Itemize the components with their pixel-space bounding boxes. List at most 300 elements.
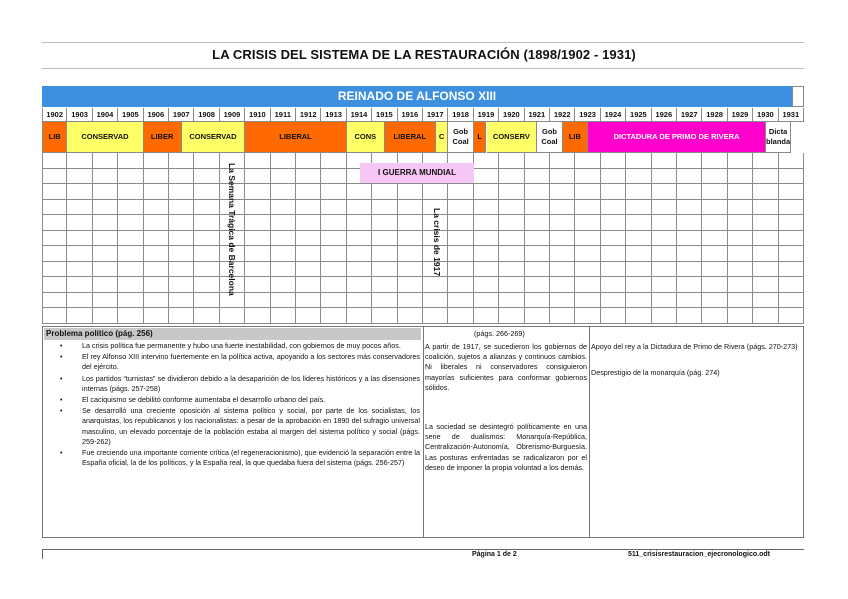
semana-tragica-label: La Semana Trágica de Barcelona: [227, 163, 237, 296]
grid-cell: [677, 293, 702, 309]
grid-cell: [347, 277, 372, 293]
government-cell: CONSERV: [487, 122, 538, 153]
grid-cell: [626, 215, 651, 231]
grid-cell: [728, 231, 753, 247]
grid-cell: [42, 200, 67, 216]
grid-cell: [321, 200, 346, 216]
grid-cell: [423, 293, 448, 309]
grid-cell: [169, 153, 194, 169]
grid-cell: [728, 277, 753, 293]
grid-cell: [194, 184, 219, 200]
government-cell: CONS: [347, 122, 385, 153]
grid-cell: [398, 293, 423, 309]
grid-cell: [525, 184, 550, 200]
grid-cell: [474, 184, 499, 200]
grid-cell: [652, 277, 677, 293]
grid-cell: [347, 184, 372, 200]
grid-cell: [169, 200, 194, 216]
grid-cell: [448, 277, 473, 293]
grid-cell: [601, 153, 626, 169]
grid-cell: [448, 293, 473, 309]
grid-cell: [372, 308, 397, 324]
year-cell: 1914: [347, 108, 372, 122]
grid-cell: [42, 246, 67, 262]
grid-cell: [499, 262, 524, 278]
grid-cell: [753, 153, 778, 169]
grid-cell: [652, 246, 677, 262]
grid-cell: [144, 262, 169, 278]
grid-cell: [67, 169, 92, 185]
year-cell: 1912: [296, 108, 321, 122]
grid-cell: [677, 231, 702, 247]
grid-cell: [728, 169, 753, 185]
grid-cell: [321, 293, 346, 309]
grid-cell: [550, 153, 575, 169]
grid-cell: [601, 246, 626, 262]
grid-cell: [448, 308, 473, 324]
grid-cell: [144, 277, 169, 293]
grid-cell: [652, 293, 677, 309]
grid-cell: [372, 246, 397, 262]
grid-cell: [753, 262, 778, 278]
grid-cell: [93, 231, 118, 247]
grid-cell: [93, 184, 118, 200]
grid-cell: [652, 231, 677, 247]
grid-cell: [347, 293, 372, 309]
grid-cell: [144, 246, 169, 262]
grid-cell: [525, 246, 550, 262]
grid-cell: [525, 215, 550, 231]
list-item: • Se desarrolló una creciente oposición al sistema político y social, por parte de los socialistas, los anarquistas, los republicanos y los nacionalistas: a pesar de la aprobación en 1890 del sufragio universal masculino, un elevado porcentaje de la población estaba al margen del sistema político y social (págs. 259-262): [60, 406, 420, 446]
grid-cell: [601, 308, 626, 324]
grid-cell: [728, 153, 753, 169]
grid-cell: [372, 262, 397, 278]
government-cell: LIB: [563, 122, 588, 153]
year-cell: 1920: [499, 108, 524, 122]
grid-cell: [118, 184, 143, 200]
grid-cell: [626, 153, 651, 169]
column-divider: [423, 326, 424, 538]
grid-cell: [652, 200, 677, 216]
grid-cell: [550, 231, 575, 247]
list-item: • El caciquismo se debilitó conforme aumentaba el desarrollo urbano del país.: [60, 395, 326, 405]
grid-cell: [321, 153, 346, 169]
grid-cell: [448, 262, 473, 278]
grid-cell: [144, 153, 169, 169]
grid-cell: [728, 293, 753, 309]
grid-cell: [474, 277, 499, 293]
grid-cell: [753, 169, 778, 185]
grid-cell: [753, 293, 778, 309]
government-cell: LIBERAL: [245, 122, 347, 153]
grid-cell: [779, 262, 804, 278]
grid-cell: [652, 308, 677, 324]
grid-cell: [321, 231, 346, 247]
grid-cell: [499, 246, 524, 262]
grid-cell: [753, 184, 778, 200]
year-cell: 1910: [245, 108, 270, 122]
grid-cell: [550, 308, 575, 324]
grid-cell: [245, 215, 270, 231]
year-cell: 1925: [626, 108, 651, 122]
grid-cell: [245, 200, 270, 216]
grid-cell: [550, 246, 575, 262]
grid-cell: [144, 200, 169, 216]
grid-cell: [753, 200, 778, 216]
grid-cell: [779, 153, 804, 169]
grid-cell: [372, 231, 397, 247]
grid-cell: [296, 293, 321, 309]
grid-cell: [702, 293, 727, 309]
grid-cell: [169, 262, 194, 278]
year-cell: 1919: [474, 108, 499, 122]
grid-cell: [677, 169, 702, 185]
grid-cell: [677, 308, 702, 324]
grid-cell: [169, 277, 194, 293]
grid-cell: [118, 308, 143, 324]
grid-cell: [42, 153, 67, 169]
grid-cell: [271, 308, 296, 324]
grid-cell: [728, 308, 753, 324]
grid-cell: [702, 200, 727, 216]
grid-cell: [575, 184, 600, 200]
grid-cell: [144, 169, 169, 185]
government-cell: CONSERVAD: [67, 122, 143, 153]
grid-cell: [626, 293, 651, 309]
year-cell: 1916: [398, 108, 423, 122]
grid-cell: [601, 169, 626, 185]
column-divider: [589, 326, 590, 538]
footer-tick: [42, 549, 43, 559]
year-cell: 1907: [169, 108, 194, 122]
grid-cell: [525, 293, 550, 309]
grid-cell: [93, 262, 118, 278]
grid-cell: [93, 277, 118, 293]
year-cell: 1921: [525, 108, 550, 122]
government-cell: LIBERAL: [385, 122, 436, 153]
grid-cell: [525, 169, 550, 185]
grid-cell: [169, 169, 194, 185]
grid-cell: [42, 277, 67, 293]
grid-cell: [575, 153, 600, 169]
grid-cell: [321, 262, 346, 278]
grid-cell: [67, 308, 92, 324]
government-cell: CONSERVAD: [182, 122, 246, 153]
grid-cell: [42, 262, 67, 278]
year-cell: 1903: [67, 108, 92, 122]
grid-cell: [271, 215, 296, 231]
grid-cell: [398, 262, 423, 278]
grid-cell: [93, 215, 118, 231]
col2-pages: (págs. 266-269): [474, 329, 525, 338]
grid-cell: [93, 153, 118, 169]
grid-cell: [448, 184, 473, 200]
grid-cell: [448, 215, 473, 231]
grid-cell: [499, 200, 524, 216]
list-item: • La crisis política fue permanente y hubo una fuerte inestabilidad, con gobiernos de muy pocos años.: [60, 341, 401, 350]
year-cell: 1931: [779, 108, 804, 122]
grid-cell: [42, 169, 67, 185]
grid-cell: [525, 200, 550, 216]
page-number: Página 1 de 2: [472, 551, 517, 558]
grid-cell: [245, 293, 270, 309]
grid-cell: [271, 153, 296, 169]
grid-cell: [525, 153, 550, 169]
grid-cell: [245, 184, 270, 200]
grid-cell: [423, 184, 448, 200]
grid-cell: [118, 200, 143, 216]
grid-cell: [118, 293, 143, 309]
grid-cell: [474, 215, 499, 231]
government-cell: Gob Coal: [537, 122, 562, 153]
reign-banner-end: [792, 86, 804, 107]
grid-cell: [550, 184, 575, 200]
grid-cell: [575, 293, 600, 309]
grid-cell: [702, 153, 727, 169]
grid-cell: [271, 231, 296, 247]
grid-cell: [753, 246, 778, 262]
grid-cell: [728, 200, 753, 216]
grid-cell: [321, 184, 346, 200]
grid-cell: [677, 200, 702, 216]
problem-heading: Problema político (pág. 256): [44, 328, 421, 340]
grid-cell: [626, 169, 651, 185]
grid-cell: [728, 184, 753, 200]
grid-cell: [779, 169, 804, 185]
grid-cell: [67, 262, 92, 278]
grid-cell: [347, 246, 372, 262]
title-rule: [42, 68, 804, 69]
grid-cell: [702, 215, 727, 231]
grid-cell: [626, 277, 651, 293]
grid-cell: [550, 169, 575, 185]
grid-cell: [271, 246, 296, 262]
grid-cell: [67, 153, 92, 169]
grid-cell: [372, 215, 397, 231]
government-cell: Gob Coal: [448, 122, 473, 153]
grid-cell: [550, 262, 575, 278]
grid-cell: [194, 200, 219, 216]
col3-line2: Desprestigio de la monarquía (pág. 274): [591, 368, 720, 377]
grid-cell: [67, 246, 92, 262]
grid-cell: [245, 169, 270, 185]
grid-cell: [728, 215, 753, 231]
grid-cell: [474, 308, 499, 324]
grid-cell: [499, 153, 524, 169]
grid-cell: [296, 231, 321, 247]
grid-cell: [67, 215, 92, 231]
grid-cell: [779, 293, 804, 309]
year-cell: 1928: [702, 108, 727, 122]
grid-cell: [93, 308, 118, 324]
grid-cell: [702, 169, 727, 185]
grid-cell: [245, 308, 270, 324]
grid-cell: [118, 153, 143, 169]
grid-cell: [67, 200, 92, 216]
grid-cell: [194, 308, 219, 324]
grid-cell: [550, 277, 575, 293]
grid-cell: [194, 293, 219, 309]
grid-cell: [118, 277, 143, 293]
grid-cell: [398, 277, 423, 293]
grid-cell: [93, 246, 118, 262]
grid-cell: [601, 231, 626, 247]
grid-cell: [575, 262, 600, 278]
grid-cell: [702, 231, 727, 247]
timeline-grid: [42, 108, 804, 324]
list-item: • El rey Alfonso XIII intervino fuertemente en la política activa, apoyando a los sectores más conservadores del ejército.: [60, 352, 420, 372]
grid-cell: [245, 246, 270, 262]
grid-cell: [626, 246, 651, 262]
grid-cell: [601, 215, 626, 231]
year-cell: 1923: [575, 108, 600, 122]
grid-cell: [525, 231, 550, 247]
grid-cell: [194, 246, 219, 262]
grid-cell: [499, 308, 524, 324]
grid-cell: [626, 231, 651, 247]
grid-cell: [550, 200, 575, 216]
grid-cell: [677, 153, 702, 169]
grid-cell: [347, 200, 372, 216]
grid-cell: [296, 153, 321, 169]
grid-cell: [271, 293, 296, 309]
grid-cell: [677, 215, 702, 231]
col3-line1: Apoyo del rey a la Dictadura de Primo de Rivera (págs. 270-273): [591, 342, 798, 351]
grid-cell: [652, 215, 677, 231]
grid-cell: [779, 215, 804, 231]
grid-cell: [448, 231, 473, 247]
grid-cell: [67, 184, 92, 200]
grid-cell: [296, 200, 321, 216]
grid-cell: [271, 169, 296, 185]
grid-cell: [118, 169, 143, 185]
grid-cell: [474, 200, 499, 216]
file-name: 511_crisisrestauracion_ejecronologico.odt: [628, 551, 771, 558]
grid-cell: [499, 184, 524, 200]
page-title: LA CRISIS DEL SISTEMA DE LA RESTAURACIÓN (1898/1902 - 1931): [212, 47, 636, 62]
grid-cell: [423, 308, 448, 324]
year-cell: 1908: [194, 108, 219, 122]
grid-cell: [245, 153, 270, 169]
year-cell: 1915: [372, 108, 397, 122]
grid-cell: [398, 184, 423, 200]
year-cell: 1906: [144, 108, 169, 122]
grid-cell: [398, 231, 423, 247]
grid-cell: [728, 246, 753, 262]
grid-cell: [550, 293, 575, 309]
grid-cell: [296, 262, 321, 278]
grid-cell: [575, 231, 600, 247]
list-item: • Los partidos “turnistas” se dividieron debido a la desaparición de los líderes históricos y a las disensiones internas (págs. 257-258): [60, 373, 420, 393]
year-cell: 1909: [220, 108, 245, 122]
grid-cell: [398, 215, 423, 231]
grid-cell: [245, 231, 270, 247]
grid-cell: [753, 215, 778, 231]
grid-cell: [194, 231, 219, 247]
grid-cell: [220, 308, 245, 324]
grid-cell: [652, 169, 677, 185]
grid-cell: [575, 246, 600, 262]
year-cell: 1913: [321, 108, 346, 122]
grid-cell: [753, 231, 778, 247]
grid-cell: [525, 277, 550, 293]
grid-cell: [652, 262, 677, 278]
grid-cell: [42, 231, 67, 247]
grid-cell: [677, 184, 702, 200]
grid-cell: [118, 262, 143, 278]
world-war-label: I GUERRA MUNDIAL: [360, 163, 474, 183]
grid-cell: [144, 308, 169, 324]
grid-cell: [398, 200, 423, 216]
grid-cell: [42, 184, 67, 200]
grid-cell: [42, 293, 67, 309]
grid-cell: [474, 169, 499, 185]
grid-cell: [499, 169, 524, 185]
grid-cell: [601, 184, 626, 200]
grid-cell: [194, 277, 219, 293]
grid-cell: [474, 293, 499, 309]
year-cell: 1917: [423, 108, 448, 122]
grid-cell: [753, 308, 778, 324]
grid-cell: [626, 308, 651, 324]
reign-banner: REINADO DE ALFONSO XIII: [42, 86, 792, 107]
grid-cell: [42, 308, 67, 324]
grid-cell: [779, 184, 804, 200]
government-cell: LIB: [42, 122, 67, 153]
grid-cell: [93, 200, 118, 216]
grid-cell: [245, 262, 270, 278]
grid-cell: [677, 262, 702, 278]
grid-cell: [321, 169, 346, 185]
grid-cell: [575, 277, 600, 293]
grid-cell: [93, 169, 118, 185]
year-cell: 1904: [93, 108, 118, 122]
grid-cell: [169, 184, 194, 200]
grid-cell: [626, 200, 651, 216]
grid-cell: [321, 308, 346, 324]
grid-cell: [550, 215, 575, 231]
grid-cell: [626, 184, 651, 200]
grid-cell: [169, 293, 194, 309]
grid-cell: [296, 277, 321, 293]
year-cell: 1927: [677, 108, 702, 122]
grid-cell: [448, 200, 473, 216]
col2-text-2: La sociedad se desintegró políticamente en una serie de dualismos: Monarquía-República, Centralización-Autonomía, Obrerismo-Burguesía. Las posturas enfrentadas se radicalizaron por el deseo de imponer la propia voluntad a los demás.: [425, 422, 587, 472]
grid-cell: [321, 215, 346, 231]
grid-cell: [42, 215, 67, 231]
grid-cell: [347, 308, 372, 324]
grid-cell: [169, 246, 194, 262]
government-cell: L: [474, 122, 487, 153]
grid-cell: [321, 277, 346, 293]
grid-cell: [525, 308, 550, 324]
grid-cell: [423, 277, 448, 293]
crisis-1917-label: La crisis de 1917: [432, 208, 442, 277]
grid-cell: [601, 293, 626, 309]
government-cell: C: [436, 122, 449, 153]
grid-cell: [169, 308, 194, 324]
grid-cell: [194, 262, 219, 278]
year-cell: 1929: [728, 108, 753, 122]
grid-cell: [194, 215, 219, 231]
footer-rule: [42, 549, 804, 550]
grid-cell: [779, 200, 804, 216]
government-cell: LIBER: [144, 122, 182, 153]
grid-cell: [398, 308, 423, 324]
grid-cell: [499, 293, 524, 309]
grid-cell: [271, 262, 296, 278]
grid-cell: [779, 231, 804, 247]
